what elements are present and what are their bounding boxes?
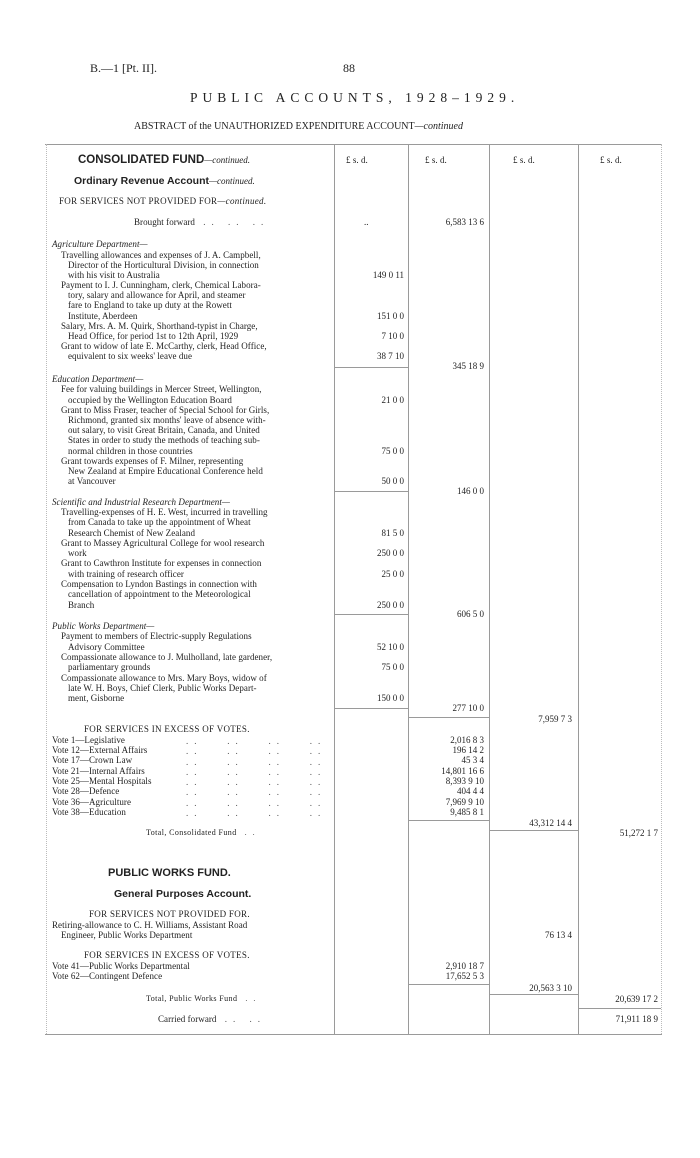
excess-leader-dots: .. .. .. .. .. .. .. .. .. .. .. .. .. .. .. .. .. .. .. .. .. .. .. .. .. .. .. .. .. .. .. .. <box>186 736 327 819</box>
pw-line: parliamentary grounds <box>68 662 151 672</box>
pwf-votes-rule <box>408 984 489 985</box>
bottom-rule <box>45 1034 662 1035</box>
excess-votes-heading: FOR SERVICES IN EXCESS OF VOTES. <box>84 724 250 734</box>
sci-line: work <box>68 548 87 558</box>
sci-line: Research Chemist of New Zealand <box>68 528 196 538</box>
agri-line: Grant to widow of late E. McCarthy, clerk, Head Office, <box>61 341 267 351</box>
edu-line: at Vancouver <box>68 476 116 486</box>
total-pwf-label: Total, Public Works Fund .. <box>146 994 262 1003</box>
sci-subtotal-rule <box>334 614 408 615</box>
excess-section-total: 43,312 14 4 <box>529 818 572 828</box>
agri-line: Payment to I. J. Cunningham, clerk, Chemical Labora- <box>61 280 261 290</box>
sci-amount: 81 5 0 <box>381 528 404 538</box>
abstract-title-main: ABSTRACT of the UNAUTHORIZED EXPENDITURE ACCOUNT <box>134 121 415 132</box>
total-pwf-text: Total, Public Works Fund <box>146 994 238 1003</box>
pw-amount: 52 10 0 <box>377 642 404 652</box>
pwf-retiring-amount: 76 13 4 <box>545 930 572 940</box>
excess-vote-label: Vote 25—Mental Hospitals <box>52 776 152 786</box>
sci-line: Compensation to Lyndon Bastings in connection with <box>61 579 257 589</box>
public-works-dept-title: Public Works Department— <box>52 621 155 631</box>
not-provided-heading <box>59 197 266 206</box>
sci-line: Grant to Cawthron Institute for expenses in connection <box>61 558 262 568</box>
consolidated-heading-cont: —continued. <box>204 155 251 165</box>
sci-amount: 25 0 0 <box>381 569 404 579</box>
carried-forward-label: Carried forward .. .. <box>158 1014 266 1024</box>
edu-line: States in order to study the methods of teaching sub- <box>68 435 260 445</box>
sci-line: Branch <box>68 600 95 610</box>
pwf-vote-amount: 2,910 18 7 <box>445 961 484 971</box>
agri-amount: 7 10 0 <box>381 331 404 341</box>
ordinary-revenue-heading <box>74 176 255 187</box>
col2-header: £ s. d. <box>425 155 447 165</box>
carried-forward-amount: 71,911 18 9 <box>615 1014 658 1024</box>
excess-vote-label: Vote 36—Agriculture <box>52 797 132 807</box>
agri-line: equivalent to six weeks' leave due <box>68 351 193 361</box>
education-dept-title: Education Department— <box>52 374 144 384</box>
edu-total: 146 0 0 <box>457 486 484 496</box>
column-line-4 <box>578 144 579 1034</box>
pwf-total-rule <box>489 994 578 995</box>
pw-total: 277 10 0 <box>452 703 484 713</box>
not-provided-total-rule <box>408 717 489 718</box>
not-provided-section-total: 7,959 7 3 <box>538 714 572 724</box>
col4-header: £ s. d. <box>600 155 622 165</box>
excess-vote-label: Vote 17—Crown Law <box>52 755 133 765</box>
agri-line: fare to England to take up duty at the Rowett <box>68 300 232 310</box>
excess-vote-amount: 45 3 4 <box>461 755 484 765</box>
pwf-retiring-line: Retiring-allowance to C. H. Williams, Assistant Road <box>52 920 248 930</box>
pw-line: ment, Gisborne <box>68 693 125 703</box>
abstract-title <box>134 122 463 132</box>
not-provided-cont: —continued. <box>217 196 267 206</box>
sci-amount: 250 0 0 <box>377 600 404 610</box>
edu-line: Richmond, granted six months' leave of absence with- <box>68 415 266 425</box>
sci-line: with training of research officer <box>68 569 184 579</box>
excess-vote-amount: 404 4 4 <box>457 786 484 796</box>
pw-amount: 150 0 0 <box>377 693 404 703</box>
pw-line: Payment to members of Electric-supply Regulations <box>61 631 252 641</box>
excess-vote-label: Vote 38—Education <box>52 807 126 817</box>
edu-line: New Zealand at Empire Educational Conference held <box>68 466 263 476</box>
page-title: PUBLIC ACCOUNTS, 1928–1929. <box>190 90 520 105</box>
agri-amount: 151 0 0 <box>377 311 404 321</box>
agri-amount: 149 0 11 <box>372 270 404 280</box>
agri-line: Head Office, for period 1st to 12th April, 1929 <box>68 331 239 341</box>
column-line-2 <box>408 144 409 1034</box>
sci-line: from Canada to take up the appointment of Wheat <box>68 517 251 527</box>
sci-line: Grant to Massey Agricultural College for wool research <box>61 538 265 548</box>
edu-line: Grant to Miss Fraser, teacher of Special School for Girls, <box>61 405 270 415</box>
excess-vote-amount: 2,016 8 3 <box>450 735 484 745</box>
edu-amount: 50 0 0 <box>381 476 404 486</box>
edu-line: out salary, to visit Great Britain, Canada, and United <box>68 425 260 435</box>
pwf-not-provided-heading: FOR SERVICES NOT PROVIDED FOR. <box>89 909 250 919</box>
brought-forward-amount: 6,583 13 6 <box>445 217 484 227</box>
agri-amount: 38 7 10 <box>377 351 404 361</box>
agri-line: Travelling allowances and expenses of J. A. Campbell, <box>61 250 261 260</box>
excess-vote-amount: 196 14 2 <box>452 745 484 755</box>
brought-forward-text: Brought forward <box>134 217 195 227</box>
not-provided-text: FOR SERVICES NOT PROVIDED FOR <box>59 196 218 206</box>
sci-line: cancellation of appointment to the Meteorological <box>68 589 251 599</box>
excess-vote-label: Vote 28—Defence <box>52 786 120 796</box>
abstract-title-cont: —continued <box>414 121 463 132</box>
excess-vote-amount: 7,969 9 10 <box>445 797 484 807</box>
column-line-3 <box>489 144 490 1034</box>
public-works-fund-heading: PUBLIC WORKS FUND. <box>108 867 231 879</box>
edu-line: Grant towards expenses of F. Milner, representing <box>61 456 244 466</box>
edu-line: Fee for valuing buildings in Mercer Street, Wellington, <box>61 384 262 394</box>
ordinary-revenue-text: Ordinary Revenue Account <box>74 175 209 187</box>
consolidated-heading-text: CONSOLIDATED FUND <box>78 154 205 166</box>
edu-amount: 21 0 0 <box>381 395 404 405</box>
pw-line: late W. H. Boys, Chief Clerk, Public Works Depart- <box>68 683 257 693</box>
excess-vote-label: Vote 12—External Affairs <box>52 745 148 755</box>
col3-header: £ s. d. <box>513 155 535 165</box>
total-consolidated-text: Total, Consolidated Fund <box>146 828 237 837</box>
excess-vote-amount: 9,485 8 1 <box>450 807 484 817</box>
pw-subtotal-rule <box>334 708 408 709</box>
left-margin-line <box>46 144 47 1034</box>
pwf-vote-label: Vote 62—Contingent Defence <box>52 971 163 981</box>
edu-subtotal-rule <box>334 491 408 492</box>
agri-total: 345 18 9 <box>452 361 484 371</box>
column-line-1 <box>334 144 335 1034</box>
edu-line: normal children in those countries <box>68 446 193 456</box>
carried-forward-text: Carried forward <box>158 1014 217 1024</box>
agri-line: with his visit to Australia <box>68 270 160 280</box>
pw-line: Compassionate allowance to J. Mulholland, late gardener, <box>61 652 273 662</box>
brought-forward-col1-dots: .. <box>364 217 369 227</box>
sci-line: Travelling-expenses of H. E. West, incurred in travelling <box>61 507 268 517</box>
scientific-dept-title: Scientific and Industrial Research Department— <box>52 497 230 507</box>
pw-line: Compassionate allowance to Mrs. Mary Boys, widow of <box>61 673 267 683</box>
col1-header: £ s. d. <box>346 155 368 165</box>
general-purposes-heading: General Purposes Account. <box>114 888 252 900</box>
agri-line: Institute, Aberdeen <box>68 311 138 321</box>
consolidated-fund-heading <box>78 155 250 167</box>
sci-amount: 250 0 0 <box>377 548 404 558</box>
excess-vote-label: Vote 1—Legislative <box>52 735 125 745</box>
pwf-section-total: 20,563 3 10 <box>529 983 572 993</box>
brought-forward-label: Brought forward .. .. .. <box>134 217 270 227</box>
excess-vote-label: Vote 21—Internal Affairs <box>52 766 145 776</box>
page-reference: B.—1 [Pt. II]. <box>90 61 157 75</box>
sci-total: 606 5 0 <box>457 609 484 619</box>
pwf-vote-amount: 17,652 5 3 <box>445 971 484 981</box>
agri-line: tory, salary and allowance for April, and steamer <box>68 290 246 300</box>
total-consolidated-label: Total, Consolidated Fund .. <box>146 828 261 837</box>
agri-subtotal-rule <box>334 367 408 368</box>
pwf-vote-label: Vote 41—Public Works Departmental <box>52 961 190 971</box>
top-rule <box>45 144 662 145</box>
excess-vote-amount: 8,393 9 10 <box>445 776 484 786</box>
pwf-retiring-line: Engineer, Public Works Department <box>61 930 193 940</box>
agri-line: Salary, Mrs. A. M. Quirk, Shorthand-typist in Charge, <box>61 321 258 331</box>
pwf-excess-heading: FOR SERVICES IN EXCESS OF VOTES. <box>84 950 250 960</box>
pw-line: Advisory Committee <box>68 642 145 652</box>
carried-forward-rule <box>578 1008 661 1009</box>
right-margin-line <box>661 144 662 1034</box>
pw-amount: 75 0 0 <box>381 662 404 672</box>
ordinary-revenue-cont: —continued. <box>208 176 255 186</box>
consolidated-total-rule <box>489 830 578 831</box>
total-pwf-amount: 20,639 17 2 <box>615 994 658 1004</box>
page-number: 88 <box>343 61 355 75</box>
edu-amount: 75 0 0 <box>381 446 404 456</box>
total-consolidated-amount: 51,272 1 7 <box>619 828 658 838</box>
agriculture-dept-title: Agriculture Department— <box>52 239 148 249</box>
excess-vote-amount: 14,801 16 6 <box>441 766 484 776</box>
excess-subtotal-rule <box>408 820 489 821</box>
edu-line: occupied by the Wellington Education Board <box>68 395 232 405</box>
agri-line: Director of the Horticultural Division, in connection <box>68 260 259 270</box>
